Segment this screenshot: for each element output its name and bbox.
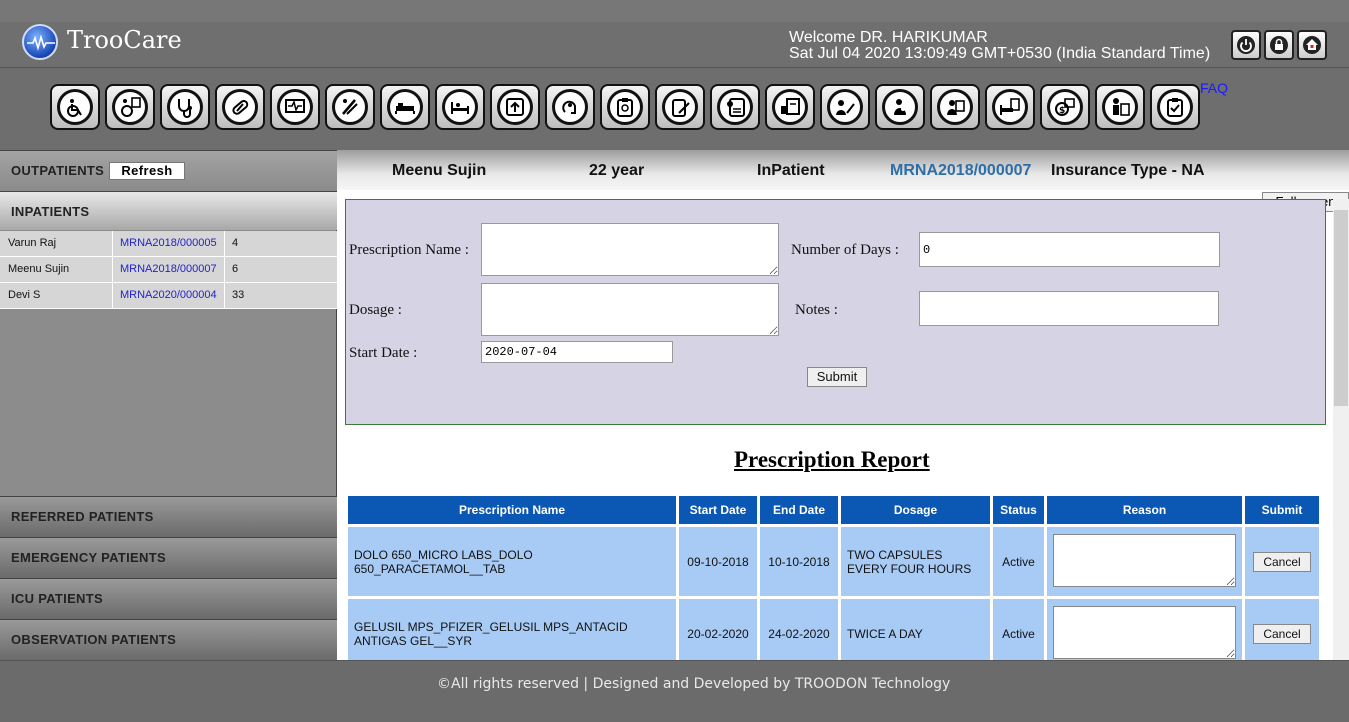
- stethoscope-icon: [174, 96, 196, 118]
- clipboard-pen-icon: [669, 96, 691, 118]
- cell-prescription-name: GELUSIL MPS_PFIZER_GELUSIL MPS_ANTACID ANTIGAS GEL__SYR: [348, 599, 676, 660]
- toolbar-button-person-doc[interactable]: [1095, 84, 1145, 130]
- cancel-button[interactable]: Cancel: [1253, 552, 1311, 572]
- pill-icon: [229, 96, 251, 118]
- inpatient-name: Meenu Sujin: [8, 263, 70, 275]
- patient-list-icon: [779, 96, 801, 118]
- money-icon: [1054, 96, 1076, 118]
- wheelchair-info-icon: [64, 96, 86, 118]
- column-header: Submit: [1245, 496, 1319, 524]
- report-title: Prescription Report: [734, 447, 930, 472]
- toolbar-button-brain[interactable]: [545, 84, 595, 130]
- toolbar-button-monitor[interactable]: [270, 84, 320, 130]
- toolbar-button-clipboard-pen[interactable]: [655, 84, 705, 130]
- outpatients-label: OUTPATIENTS: [11, 163, 105, 178]
- patient-age: 22 year: [589, 162, 645, 179]
- start-date-input[interactable]: [481, 341, 673, 363]
- person-doc-icon: [1109, 96, 1131, 118]
- patient-type: InPatient: [757, 162, 825, 179]
- toolbar-button-upload[interactable]: [490, 84, 540, 130]
- toolbar-button-pen-tools[interactable]: [325, 84, 375, 130]
- scrollbar-thumb[interactable]: [1334, 210, 1348, 406]
- inpatient-row[interactable]: [0, 231, 337, 257]
- outpatients-header[interactable]: [0, 150, 337, 191]
- toolbar-button-wheelchair-doc[interactable]: [105, 84, 155, 130]
- bed-icon: [394, 96, 416, 118]
- sidebar: [0, 150, 337, 660]
- reason-input[interactable]: [1053, 534, 1236, 587]
- inpatient-count: 33: [232, 289, 245, 301]
- inpatient-name: Varun Raj: [8, 237, 57, 249]
- cell-start-date: 20-02-2020: [679, 599, 757, 660]
- notes-label: Notes :: [795, 302, 838, 318]
- referred-patients-header[interactable]: REFERRED PATIENTS: [0, 496, 337, 537]
- inpatient-count: 4: [232, 237, 239, 249]
- doctor-note-icon: [834, 96, 856, 118]
- app-header: [0, 22, 1349, 68]
- inpatients-header[interactable]: INPATIENTS: [0, 191, 337, 230]
- faq-link[interactable]: FAQ: [1200, 80, 1229, 96]
- table-row: [348, 599, 1319, 660]
- emergency-patients-header[interactable]: EMERGENCY PATIENTS: [0, 537, 337, 578]
- submit-button[interactable]: Submit: [807, 367, 867, 387]
- inpatient-mrn-link[interactable]: MRNA2020/000004: [120, 289, 217, 301]
- prescription-name-input[interactable]: [481, 223, 779, 276]
- cancel-button[interactable]: Cancel: [1253, 624, 1311, 644]
- inpatient-mrn-link[interactable]: MRNA2018/000007: [120, 263, 217, 275]
- inpatient-row[interactable]: [0, 257, 337, 283]
- hospital-bed-icon: [449, 96, 471, 118]
- days-label: Number of Days :: [791, 242, 899, 258]
- toolbar-button-clipboard-check[interactable]: [1150, 84, 1200, 130]
- toolbar-button-bed[interactable]: [380, 84, 430, 130]
- toolbar-button-patient-report[interactable]: [930, 84, 980, 130]
- cell-prescription-name: DOLO 650_MICRO LABS_DOLO 650_PARACETAMOL__TAB: [348, 527, 676, 596]
- toolbar-button-patient-list[interactable]: [765, 84, 815, 130]
- column-header: Prescription Name: [348, 496, 676, 524]
- upload-icon: [504, 96, 526, 118]
- toolbar-button-clipboard[interactable]: [600, 84, 650, 130]
- inpatient-mrn-link[interactable]: MRNA2018/000005: [120, 237, 217, 249]
- cell-status: Active: [993, 599, 1044, 660]
- clipboard-check-icon: [1164, 96, 1186, 118]
- inpatient-count: 6: [232, 263, 239, 275]
- footer: [0, 660, 1349, 722]
- icu-patients-header[interactable]: ICU PATIENTS: [0, 578, 337, 619]
- svg-text:$: $: [1059, 106, 1066, 116]
- cell-reason: [1047, 527, 1242, 596]
- insurance-type: Insurance Type - NA: [1051, 162, 1205, 179]
- toolbar-button-doctor-note[interactable]: [820, 84, 870, 130]
- patient-bar: [337, 150, 1349, 190]
- cell-dosage: TWICE A DAY: [841, 599, 990, 660]
- datetime-text: Sat Jul 04 2020 13:09:49 GMT+0530 (India Standard Time): [789, 45, 1211, 62]
- lock-icon: [1269, 35, 1289, 55]
- welcome-block: [789, 30, 1210, 62]
- mother-baby-icon: [889, 96, 911, 118]
- column-header: End Date: [760, 496, 838, 524]
- brain-icon: [559, 96, 581, 118]
- inpatient-row[interactable]: [0, 283, 337, 309]
- power-icon: [1236, 35, 1256, 55]
- toolbar-button-pill[interactable]: [215, 84, 265, 130]
- cell-end-date: 10-10-2018: [760, 527, 838, 596]
- refresh-button[interactable]: Refresh: [109, 162, 185, 180]
- days-input[interactable]: [919, 232, 1220, 267]
- column-header: Start Date: [679, 496, 757, 524]
- power-button[interactable]: [1231, 30, 1261, 60]
- prescription-form: [345, 199, 1326, 425]
- lock-button[interactable]: [1264, 30, 1294, 60]
- cell-reason: [1047, 599, 1242, 660]
- cell-submit: [1245, 599, 1319, 660]
- cell-dosage: TWO CAPSULES EVERY FOUR HOURS: [841, 527, 990, 596]
- patient-report-icon: [944, 96, 966, 118]
- monitor-icon: [284, 96, 306, 118]
- toolbar-button-hospital-bed[interactable]: [435, 84, 485, 130]
- bed-chart-icon: [999, 96, 1021, 118]
- reason-input[interactable]: [1053, 606, 1236, 659]
- main-panel: [337, 150, 1349, 660]
- toolbar: [0, 68, 1349, 150]
- prescription-report-table: [345, 493, 1322, 660]
- top-strip: [0, 0, 1349, 22]
- clipboard-icon: [614, 96, 636, 118]
- dosage-input[interactable]: [481, 283, 779, 336]
- toolbar-button-bed-chart[interactable]: [985, 84, 1035, 130]
- home-button[interactable]: [1297, 30, 1327, 60]
- cell-submit: [1245, 527, 1319, 596]
- table-row: [348, 527, 1319, 596]
- toolbar-button-mother-baby[interactable]: [875, 84, 925, 130]
- pen-tools-icon: [339, 96, 361, 118]
- troocare-logo-icon: [22, 24, 58, 60]
- welcome-text: Welcome DR. HARIKUMAR: [789, 29, 988, 46]
- column-header: Status: [993, 496, 1044, 524]
- patient-card-icon: [724, 96, 746, 118]
- patient-name: Meenu Sujin: [392, 162, 487, 179]
- toolbar-button-stethoscope[interactable]: [160, 84, 210, 130]
- wheelchair-doc-icon: [119, 96, 141, 118]
- prescription-name-label: Prescription Name :: [349, 242, 469, 258]
- footer-text: ©All rights reserved | Designed and Developed by TROODON Technology: [437, 676, 951, 692]
- toolbar-button-money[interactable]: [1040, 84, 1090, 130]
- cell-status: Active: [993, 527, 1044, 596]
- column-header: Reason: [1047, 496, 1242, 524]
- toolbar-button-wheelchair-info[interactable]: [50, 84, 100, 130]
- scrollbar[interactable]: [1333, 199, 1349, 660]
- inpatient-name: Devi S: [8, 289, 41, 301]
- start-date-label: Start Date :: [349, 345, 418, 361]
- home-icon: [1302, 35, 1322, 55]
- cell-end-date: 24-02-2020: [760, 599, 838, 660]
- cell-start-date: 09-10-2018: [679, 527, 757, 596]
- toolbar-button-patient-card[interactable]: [710, 84, 760, 130]
- patient-mrn: MRNA2018/000007: [890, 162, 1032, 179]
- column-header: Dosage: [841, 496, 990, 524]
- dosage-label: Dosage :: [349, 302, 402, 318]
- observation-patients-header[interactable]: OBSERVATION PATIENTS: [0, 619, 337, 660]
- notes-input[interactable]: [919, 291, 1219, 326]
- app-name: TrooCare: [67, 26, 182, 54]
